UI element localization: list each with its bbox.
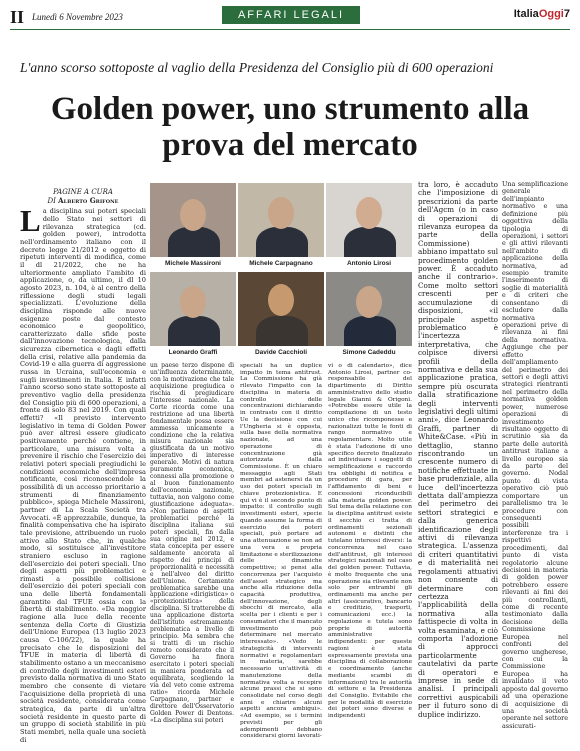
article-kicker: L'anno scorso sottoposte al vaglio della Presidenza del Consiglio più di 600 operazioni [20,60,494,75]
photo-caption: Antonio Lirosi [326,257,412,270]
article-column-5: tra loro, è accaduto che l'imposizione di prescrizioni da parte dell'Agcm (o in caso di operazioni di rilevanza europea da parte della Commissione) abbiano impattato sul procedimento golden power. È accaduto anche il contrario». Come molto settori crescenti per accumulazione di disposizioni, «il principale aspetto problematico è l'incertezza interpretativa, che colpisce diversi profili della normativa e della sua applicazione pratica, sempre più oscurata dalla stratificazione degli interventi legislativi degli ultimi anni», dice Leonardo Graffi, partner di White&Case. «Più in dettaglio, stanno riscontrando un crescente numero di notifiche effettuate in base prudenziale, alla luce dell'incertezza dettata dall'ampiezza del perimetro dei settori strategici e dalla generica identificazione degli attivi di rilevanza strategica. L'assenza di criteri quantitativi e di materialità nei regolamenti attuativi non consente di determinare con certezza l'applicabilità della normativa alla fattispecie di volta in volta esaminata, e ciò comporta l'adozione di approcci particolarmente cautelativi da parte di operatori e imprese in sede di analisi. I principali correttivi auspicabili per il futuro sono di duplice indirizzo. [418,180,498,719]
portrait-photo [238,272,324,359]
photo-caption: Simone Cadeddu [326,346,412,359]
article-column-1 [20,189,146,744]
portrait-photo [326,183,412,270]
article-headline: Golden power, uno strumento alla prova del mercato [50,91,530,163]
section-label: AFFARI LEGALI [222,6,360,24]
dropcap: L [20,203,41,239]
page-header [0,0,580,44]
portrait-photo [326,272,412,359]
photo-grid [150,183,412,359]
photo-caption: Davide Cacchioli [238,346,324,359]
column-text: a disciplina sui poteri speciali dello Stato nei settori di rilevanza strategica (cd. golden power), introdotta nell'ordinamento italiano con il decreto legge 21/2012 e oggetto di ripetuti interventi di modifica, come il dl 21/2022, che ne ha ulteriormente ampliato l'ambito di applicazione, o, da ultimo, il dl 10 agosto 2023, n. 104, è al centro della riflessione degli studi legali specializzati. L'evoluzione della disciplina risponde alle nuove esigenze poste dal contesto economico e geopolitico, caratterizzato dalle sfide poste dall'innovazione tecnologica, dalla sicurezza cibernetica e dagli effetti della crisi, relative alla pandemia da Covid-19 e alla guerra di aggressione russa in Ucraina, sull'economia e sugli investimenti in Italia. E infatti l'anno scorso sono state sottoposte al preventivo vaglio della presidenza del Consiglio più di 600 operazioni, a fronte di solo 83 nel 2019. Con quali effetti? «Il previsto intervento legislativo in tema di Golden Power può aver altresì essere giudicato positivamente perché contiene, in particolare, una misura volta a prevenire il rischio che l'esercizio dei relativi poteri speciali pregiudichi le condizioni economiche dell'impresa notificante, così riconoscendole la possibilità di un accesso prioritario a strumenti di finanziamento pubblico», spiega Michele Massironi, partner di La Scala Società tra Avvocati. «È apprezzabile, dunque, la finalità compensativa che ha ispirato tale previsione, attribuendo un ruolo attivo allo Stato che, in qualche modo, si sostituisce all'investitore straniero escluso in ragione dell'esercizio dei poteri speciali. Uno degli aspetti più problematici e rimasti a possibile collisione dell'esercizio dei poteri speciali con una delle libertà fondamentali garantite dal TFUE ossia con la libertà di stabilimento. «Da maggior ragione alla luce della recente sentenza della Corte di Giustizia dell'Unione Europea (13 luglio 2023 causa C-106/22), la quale ha precisato che le disposizioni del TFUE in materia di libertà di stabilimento ostano a un meccanismo di controllo degli investimenti esteri previsto dalla normativa di uno Stato membro che consente di vietare l'acquisizione della proprietà di una società residente, considerata come strategica, da parte di un'altra società residente in questo parte di un gruppo di società stabilite in più Stati membri, nella quale una società di [20,207,146,744]
article-column-4: vi o di calendario», dice Antonio Lirosi, partner co-responsabile del dipartimento di Diritto amministrativo dello studio legale Gianni & Origoni. «Potrebbe essere utile la compilazione di un testo unico che ricomponesse e razionalizzi tutte le fonti di rango normativo e regolamentare. Molto utile è stata l'adozione di uno specifico decreto finalizzato ad individuare i soggetti di semplificazione e raccordo tra obblighi di notifica e procedure di gara, per l'affidamento di beni e concessioni riconducibili alla materia golden power. Sul tema della relazione con la disciplina antitrust esiste il secchio ci tratta di ordinamenti sezionali autonomi e distinti che tutelano interessi diversi: la concorrenza nel caso dell'antitrust, gli interessi strategici nazionali nel caso del golden power. Tuttavia, è molto frequente che una operazione sia rilevante non solo per entrambi gli ordinamenti ma anche per altri (assicurativo, bancario e creditizio, trasporti, comunicazioni ecc.) la regolazione e tutela sono proprie di autorità amministrative indipendenti: per queste ragioni è stata espressamente prevista una disciplina di collaborazione e coordinamento (anche mediante scambi di informazioni) tra le autorità di settore e la Presidenza del Consiglio. Evitabile che per le modalità di esercizio dei poteri sono diverse e indipendenti [328,363,412,720]
photo-caption: Leonardo Graffi [150,346,236,359]
portrait-photo [238,183,324,270]
article-column-3: speciali ha un duplice impatto in tema antitrust. La Commissione ha già rilevato l'impatto con la disciplina in materia di controllo delle concentrazioni dichiarando in contrasto con il diritto Ue la decisione con cui l'Ungheria si è opposta, sulla base della normativa nazionale, ad una operazione di concentrazione già autorizzata dalla Commissione. È un chiaro messaggio agli Stati membri ad astenersi da un uso dei poteri speciali in chiave protezionistica. E qui vi è il secondo punto di impatto: il controllo sugli investimenti esteri, specie quando assume la forma di esercizio dei poteri speciali, può portare ad una attenuazione se non ad una vera e propria limitazione e sterilizzazione delle dinamiche competitive; si pensi alla concorrenza per l'acquisto dell'asset strategico ma anche alla riduzione della capacità produttiva, dell'innovazione, degli sbocchi di mercato, alla scelta per i clienti e per i consumatori che il mancato investimento può determinare nel mercato interessato». «Vedo le strategicità di interventi normativi e regolamentari in materia, sarebbe necessario un'attività di manutenzione della normativa volta a recepire alcune prassi che si sono consolidate nel corso degli anni e chiarire alcuni aspetti ancora ambigui». «Ad esempio, se i termini previsti per gli adempimenti debbano considerarsi giorni lavorati- [240,363,322,740]
article-byline: PAGINE A CURA DI Alberto Grifone [47,188,119,205]
article-column-2: un paese terzo dispone di un'influenza determinante, con la motivazione che tale acquisizione pregiudica o rischia di pregiudicare l'interesse nazionale. La Corte ricorda come una restrizione ad una libertà fondamentale possa essere ammessa unicamente a condizione che la relativa misura nazionale sia giustificata da un motivo imperativo di interesse generale. Motivi di natura puramente economica, connessi alla promozione o al buon funzionamento dell'economia nazionale, tuttavia, non valgono come giustificazione adeguata». «Non parliamo di aspetti problematici perché la disciplina italiana sui poteri speciali, fin dalla sua origine nel 2012, e stata concepita per essere saldamente ancorata al rispetto dei principi di proporzionalità e necessità e nell'alveo del diritto dell'Unione. Certamente problematica sarebbe una applicazione «dirigistica» o «protezionistica» della disciplina. Si tratterebbe di una applicazione distorta dell'istituto estremamente problematica a livello di principio. Ma sembra che si tratti di un rischio remoto considerato che il Governo ha finora esercitato i poteri speciali in maniera ponderata ed equilibrata, scegliendo la via del veto come extrema ratio» ricorda Michele Carpagnano, partner e direttore dell'Osservatorio Golden Power di Dentons. «La disciplina sui poteri [150,362,234,724]
page-number: II [10,7,25,27]
photo-caption: Michele Carpagnano [238,257,324,270]
issue-date: Lunedì 6 Novembre 2023 [32,12,123,22]
publication-logo: ItaliaOggi7 [513,8,570,20]
header-rule [10,29,570,30]
photo-caption: Michele Massironi [150,257,236,270]
author-name: Alberto Grifone [58,195,119,205]
portrait-photo [150,272,236,359]
portrait-photo [150,183,236,270]
article-column-6: Una semplificazione generale dell'impianto normativo e una definizione più oggettiva della tipologia di operazioni, i settori e gli attivi rilevanti nell'ambito di applicazione della normativa, ad esempio tramite l'inserimento di soglie di materialità e di criteri che consentano di escludere dalla normativa operazioni prive di rilevanza ai fini della normativa. Aggiunge che per effetto dell'ampliamento del perimetro dei settori e degli attivi strategici rientranti nel perimetro della normativa golden power, numerose operazioni di investimento risultano oggetto di scrutinio sia da parte delle autorità antitrust italiane a livello europeo sia da parte del governo. Nodal punto di vista operativo ciò può comportare un parallelismo tra le procedure con conseguenti possibili interferenze tra i rispettivi procedimenti, dal punto di vista regolatorio alcune decisioni in materia di golden power potrebbero essere rilevanti ai fini dei più controllanti, come di recente testimoniato dalla decisione della Commissione Europea nel confronti del governo ungherese, con cui la Commissione Europea ha invalidato il veto apposto dal governo ad una operazione di acquisizione di una società operante nel settore assicurati- [502,180,568,730]
